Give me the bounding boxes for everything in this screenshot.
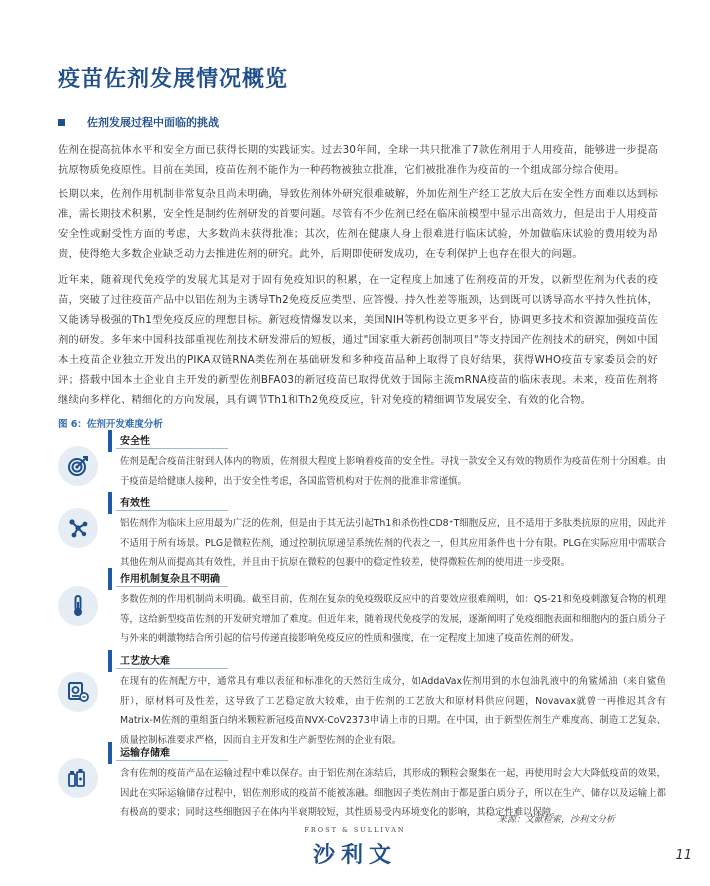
- accent-bar: [108, 650, 112, 672]
- page-number: 11: [675, 848, 692, 863]
- divider: [116, 510, 228, 511]
- paragraph-2: 长期以来，佐剂作用机制非常复杂且尚未明确，导致佐剂体外研究很难破解，外加佐剂生产经工艺放大后在安全性方面难以达到标准，需长期技术积累，安全性是制约佐剂研发的首要问题。尽管有不少佐剂已经在临床前模型中显示出高效力，但是出于人用疫苗安全性或耐受性方面的考虑，大多数尚未获得批准；其次，佐剂在健康人身上很难进行临床试验，外加做临床试验的费用较为昂贵，使得绝大多数企业缺乏动力去推进佐剂的研究。此外，后期即使研发成功，在专利保护上也存在很大的问题。: [58, 188, 658, 260]
- source-note: 来源：文献检索，沙利文分析: [498, 815, 616, 825]
- divider: [116, 586, 228, 587]
- vaccine-vials-icon: [58, 758, 98, 798]
- accent-bar: [108, 568, 112, 590]
- target-icon: [58, 446, 98, 486]
- page-title: 疫苗佐剂发展情况概览: [58, 67, 289, 92]
- section-heading-label: 佐剂发展过程中面临的挑战: [87, 116, 219, 129]
- challenge-title: 工艺放大难: [120, 656, 170, 667]
- challenge-title: 安全性: [120, 436, 150, 447]
- thermometer-icon: [58, 586, 98, 626]
- paragraph-3: 近年来，随着现代免疫学的发展尤其是对于固有免疫知识的积累，在一定程度上加速了佐剂疫苗的开发，以新型佐剂为代表的疫苗，突破了过往疫苗产品中以铝佐剂为主诱导Th2免疫反应类型、应答慢、持久性差等瓶颈，达到既可以诱导高水平持久性抗体，又能诱导极强的Th1型免疫反应的理想目标。新冠疫情爆发以来，美国NIH等机构设立更多平台，协调更多技术和资源加强疫苗佐剂的研发。多年来中国科技部重视佐剂技术研发滞后的短板，通过"国家重大新药创制项目"等支持国产佐剂技术的研究，例如中国本土疫苗企业独立开发出的PIKA双链RNA类佐剂在基础研发和多种疫苗品种上取得了良好结果，获得WHO疫苗专家委员会的好评；搭载中国本土企业自主开发的新型佐剂BFA03的新冠疫苗已取得优效于国际主流mRNA疫苗的临床表现。未来，疫苗佐剂将继续向多样化、精细化的方向发展，具有调节Th1和Th2免疫反应，针对免疫的精细调节发展安全、有效的化合物。: [58, 274, 658, 406]
- accent-bar: [108, 430, 112, 452]
- logo-chinese: 沙利文: [312, 843, 397, 868]
- frost-sullivan-logo: [295, 826, 415, 869]
- challenge-description: 佐剂是配合疫苗注射到人体内的物质，佐剂很大程度上影响着疫苗的安全性。寻找一款安全又有效的物质作为疫苗佐剂十分困难。由于疫苗是给健康人接种，出于安全性考虑，各国监管机构对于佐剂的批准非常谨慎。: [120, 456, 666, 487]
- challenge-description: 铝佐剂作为临床上应用最为广泛的佐剂，但是由于其无法引起Th1和杀伤性CD8⁺T细胞反应，且不适用于多肽类抗原的应用，因此并不适用于所有场景。PLG是微粒佐剂，通过控制抗原递呈系统佐剂的代表之一，但其应用条件也十分有限。PLG在实际应用中需联合其他佐剂从而提高其有效性，并且由于抗原在微粒的包裹中的稳定性较差，使得微粒佐剂的使用进一步受限。: [120, 518, 666, 568]
- divider: [116, 760, 228, 761]
- challenge-title: 有效性: [120, 498, 150, 509]
- accent-bar: [108, 742, 112, 764]
- divider: [116, 668, 228, 669]
- process-icon: [58, 672, 98, 712]
- challenge-description: 在现有的佐剂配方中，通常具有难以表征和标准化的天然衍生成分，如AddaVax佐剂用到的水包油乳液中的角鲨烯油（来自鲨鱼肝），原材料可及性差，这导致了工艺稳定放大较难，由于佐剂的工艺放大和原材料供应问题，Novavax就曾一再推迟其含有Matrix-M佐剂的重组蛋白纳米颗粒新冠疫苗NVX-CoV2373申请上市的日期。在中国，由于新型佐剂生产难度高、制造工艺复杂、质量控制标准要求严格，因而自主开发和生产新型佐剂的企业有限。: [120, 676, 666, 746]
- challenge-title: 作用机制复杂且不明确: [120, 574, 220, 585]
- figure-caption: 图 6：佐剂开发难度分析: [58, 419, 163, 430]
- divider: [116, 448, 228, 449]
- square-bullet-icon: [58, 119, 65, 126]
- challenge-description: 含有佐剂的疫苗产品在运输过程中难以保存。由于铝佐剂在冻结后，其形成的颗粒会聚集在一起，再使用时会大大降低疫苗的效果，因此在实际运输储存过程中，铝佐剂形成的疫苗不能被冻融。细胞因子类佐剂由于都是蛋白质分子，所以在生产、储存以及运输上都有极高的要求；同时这些细胞因子在体内半衰期较短，其性质易受内环境变化的影响，其稳定性难以保障。: [120, 768, 666, 818]
- challenge-title: 运输存储难: [120, 748, 170, 759]
- challenge-description: 多数佐剂的作用机制尚未明确。截至目前，佐剂在复杂的免疫级联反应中的首要效应很难阐明，如：QS-21和免疫刺激复合物的机理等，这给新型疫苗佐剂的开发研究增加了难度。但近年来，随着现代免疫学的发展，逐渐阐明了免疫细胞表面和细胞内的蛋白质分子与外来的刺激物结合所引起的信号传递直接影响免疫反应的性质和强度，在一定程度上加速了疫苗佐剂的研发。: [120, 594, 666, 644]
- molecule-icon: [58, 508, 98, 548]
- logo-english: FROST & SULLIVAN: [304, 826, 406, 834]
- section-heading: [58, 114, 219, 130]
- paragraph-1: 佐剂在提高抗体水平和安全方面已获得长期的实践证实。过去30年间，全球一共只批准了7款佐剂用于人用疫苗，能够进一步提高抗原物质免疫原性。目前在美国，疫苗佐剂不能作为一种药物被独立批准，它们被批准作为疫苗的一个组成部分综合使用。: [58, 144, 658, 176]
- accent-bar: [108, 492, 112, 514]
